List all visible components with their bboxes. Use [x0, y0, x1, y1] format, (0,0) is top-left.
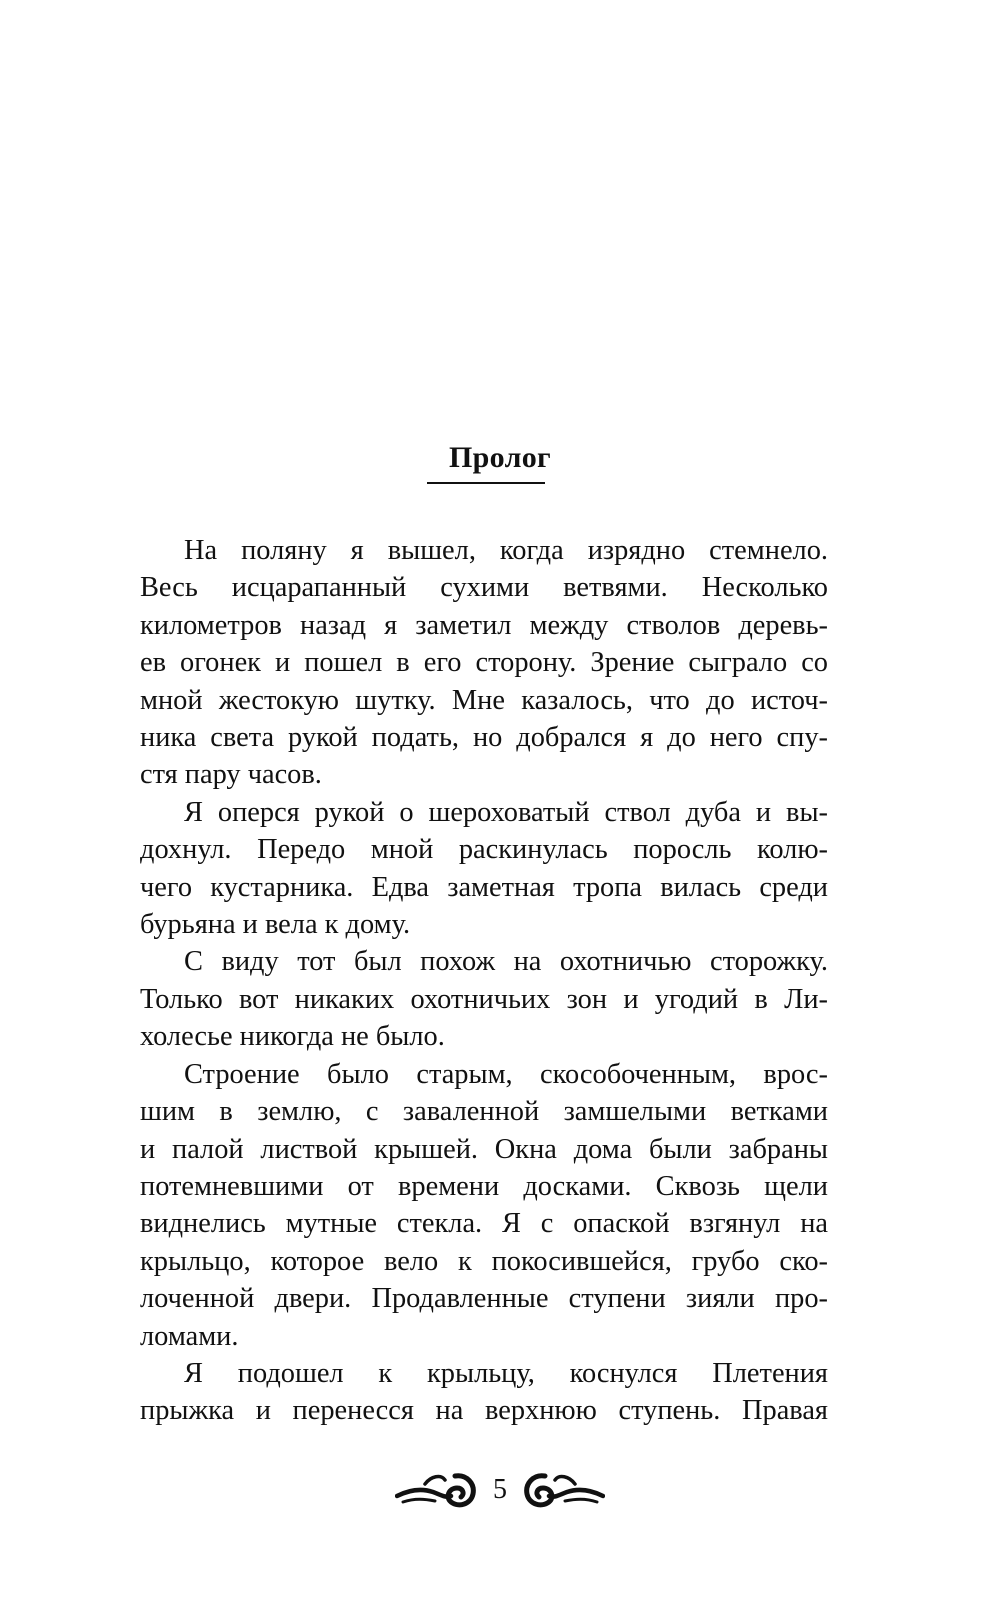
text-line: холесье никогда не было. [140, 1021, 445, 1053]
text-line: Я подошел к крыльцу, коснулся Плетения [184, 1357, 828, 1389]
paragraph-4 [140, 1056, 828, 1355]
text-line: километров назад я заметил между стволов деревь- [140, 609, 828, 641]
text-line: Строение было старым, скособоченным, врос- [184, 1058, 828, 1090]
text-line: На поляну я вышел, когда изрядно стемнело. [184, 535, 828, 566]
text-line: Я оперся рукой о шероховатый ствол дуба и вы- [184, 796, 828, 828]
chapter-title: Пролог [449, 441, 551, 474]
text-line: шим в землю, с заваленной замшелыми ветками [140, 1096, 828, 1128]
text-line: прыжка и перенесся на верхнюю ступень. Правая [140, 1395, 828, 1427]
text-line: дохнул. Передо мной раскинулась поросль колю- [140, 834, 828, 866]
text-line: мной жестокую шутку. Мне казалось, что до источ- [140, 684, 828, 716]
page-number: 5 [493, 1474, 507, 1505]
paragraph-5 [140, 1355, 828, 1430]
body-text [140, 532, 828, 1430]
scroll-ornament-right-icon [523, 1468, 605, 1512]
title-underline [427, 482, 545, 484]
text-line: ев огонек и пошел в его сторону. Зрение сыграло со [140, 647, 828, 679]
text-line: бурьяна и вела к дому. [140, 909, 411, 941]
text-line: потемневшими от времени досками. Сквозь щели [140, 1170, 828, 1202]
paragraph-1 [140, 532, 828, 794]
text-line: стя пару часов. [140, 759, 322, 791]
text-line: виднелись мутные стекла. Я с опаской взгянул на [140, 1208, 828, 1240]
text-line: Весь исцарапанный сухими ветвями. Несколько [140, 572, 828, 604]
text-line: ломами. [140, 1320, 239, 1352]
text-line: ника света рукой подать, но добрался я до него спу- [140, 722, 828, 754]
paragraph-3 [140, 943, 828, 1055]
text-line: и палой листвой крышей. Окна дома были забраны [140, 1133, 828, 1165]
paragraph-2 [140, 794, 828, 944]
scroll-ornament-left-icon [395, 1468, 477, 1512]
page-footer [0, 1460, 1000, 1520]
text-line: С виду тот был похож на охотничью сторожку. [184, 946, 828, 978]
text-line: лоченной двери. Продавленные ступени зияли про- [140, 1283, 828, 1315]
text-line: чего кустарника. Едва заметная тропа вилась среди [140, 871, 828, 903]
text-line: крыльцо, которое вело к покосившейся, грубо ско- [140, 1245, 828, 1277]
text-line: Только вот никаких охотничьих зон и угодий в Ли- [140, 983, 828, 1015]
